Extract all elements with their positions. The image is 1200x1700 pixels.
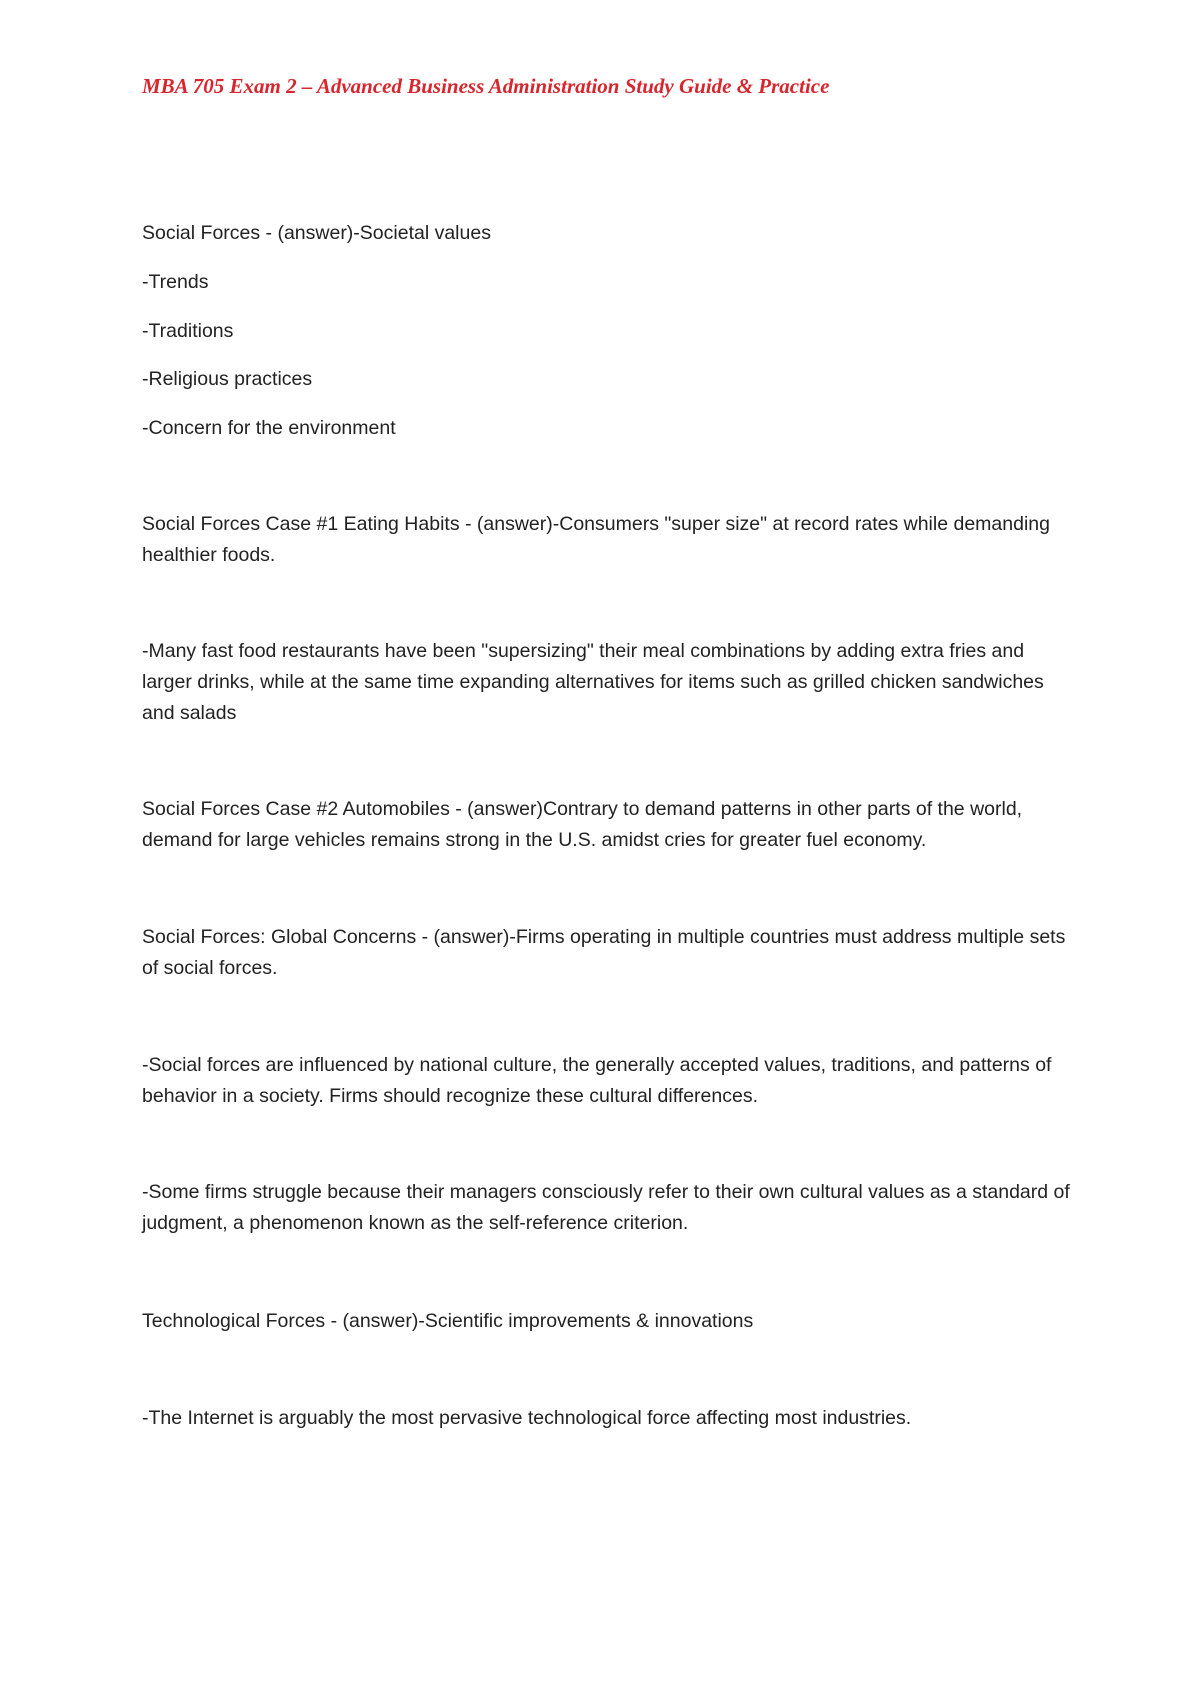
case-2-automobiles: Social Forces Case #2 Automobiles - (answer)Contrary to demand patterns in other parts of the world, demand for large vehicles remains strong in the U.S. amidst cries for greater fuel economy. xyxy=(142,798,1023,851)
case-1-supersizing-note: -Many fast food restaurants have been "supersizing" their meal combinations by adding extra fries and larger drinks, while at the same time expanding alternatives for items such as grilled chicken sandwiches and salads xyxy=(142,640,1044,724)
national-culture-note: -Social forces are influenced by national culture, the generally accepted values, traditions, and patterns of behavior in a society. Firms should recognize these cultural differences. xyxy=(142,1054,1052,1107)
list-item-religious-practices: -Religious practices xyxy=(142,368,313,390)
internet-note: -The Internet is arguably the most pervasive technological force affecting most industries. xyxy=(142,1407,912,1429)
list-item-concern-environment: -Concern for the environment xyxy=(142,417,396,439)
technological-forces-definition: Technological Forces - (answer)-Scientific improvements & innovations xyxy=(142,1310,754,1332)
document-title: MBA 705 Exam 2 – Advanced Business Administration Study Guide & Practice xyxy=(142,74,830,98)
case-1-eating-habits: Social Forces Case #1 Eating Habits - (answer)-Consumers "super size" at record rates while demanding healthier foods. xyxy=(142,513,1050,566)
list-item-traditions: -Traditions xyxy=(142,320,234,342)
global-concerns: Social Forces: Global Concerns - (answer)-Firms operating in multiple countries must address multiple sets of social forces. xyxy=(142,926,1066,979)
social-forces-definition: Social Forces - (answer)-Societal values xyxy=(142,222,491,244)
list-item-trends: -Trends xyxy=(142,271,209,293)
self-reference-criterion-note: -Some firms struggle because their managers consciously refer to their own cultural values as a standard of judgment, a phenomenon known as the self-reference criterion. xyxy=(142,1181,1070,1234)
